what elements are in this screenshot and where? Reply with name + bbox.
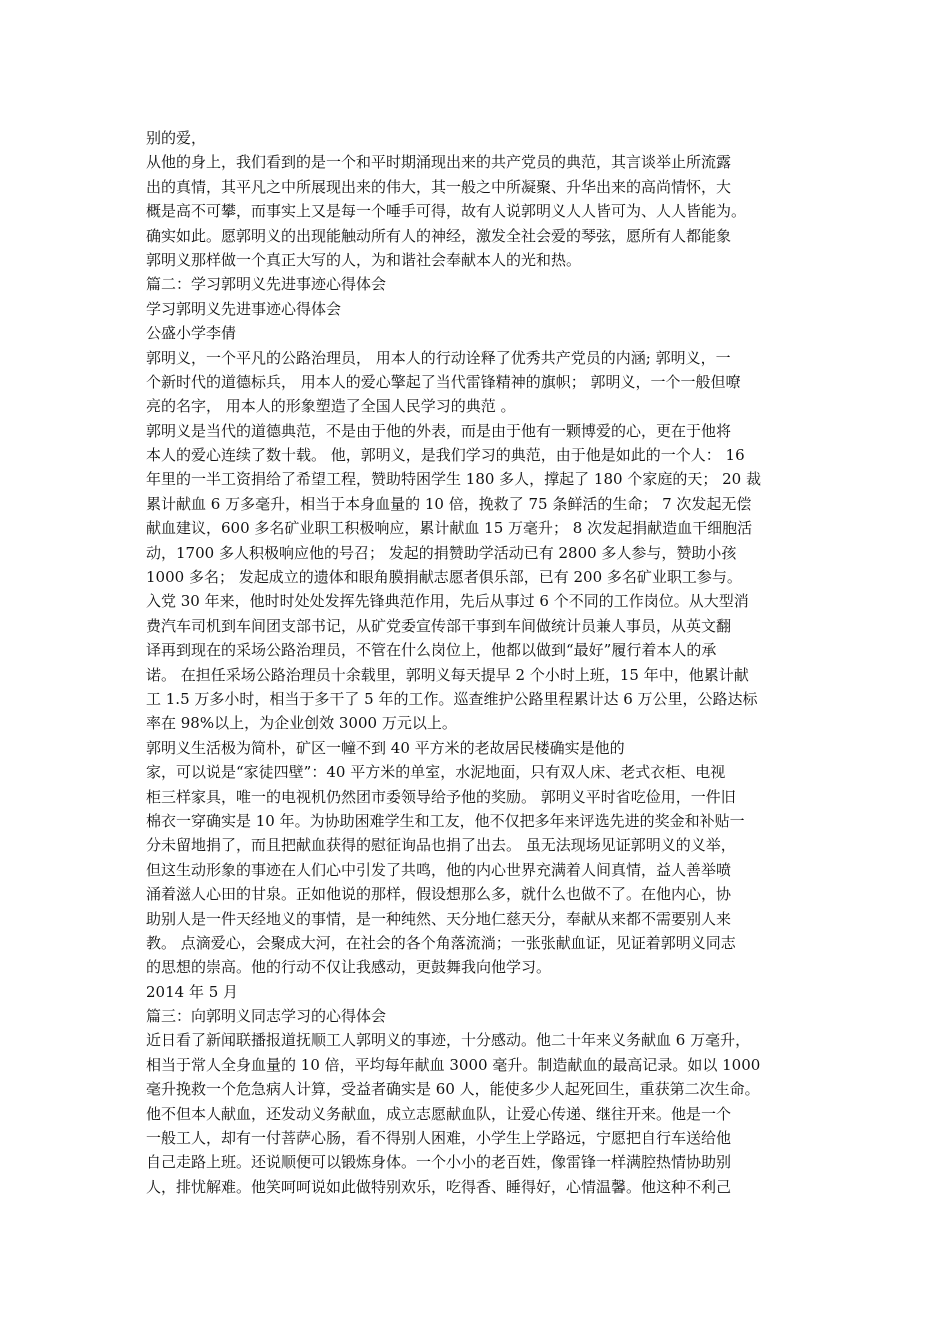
text-line: 但这生动形象的事迹在人们心中引发了共鸣，他的内心世界充满着人间真情，益人善举喷 <box>146 860 732 879</box>
text-line: 人，排忧解难。他笑呵呵说如此做特别欢乐，吃得香、睡得好，心情温馨。他这种不利己 <box>146 1177 732 1196</box>
text-line: 相当于常人全身血量的 10 倍，平均每年献血 3000 毫升。制造献血的最高记录。如以 1000 <box>146 1055 761 1074</box>
text-line: 工 1.5 万多小时，相当于多干了 5 年的工作。巡查维护公路里程累计达 6 万公里，公路达标 <box>146 689 758 708</box>
text-line: 累计献血 6 万多毫升，相当于本身血量的 10 倍，挽救了 75 条鲜活的生命； 7 次发起无偿 <box>146 494 752 513</box>
text-line: 公盛小学李倩 <box>146 324 237 343</box>
text-line: 教。 点滴爱心，会聚成大河，在社会的各个角落流淌；一张张献血证，见证着郭明义同志 <box>146 933 736 952</box>
text-line: 的思想的崇高。他的行动不仅让我感动，更鼓舞我向他学习。 <box>146 958 552 977</box>
text-line: 郭明义那样做一个真正大写的人，为和谐社会奉献本人的光和热。 <box>146 250 582 269</box>
text-line: 率在 98%以上，为企业创效 3000 万元以上。 <box>146 714 457 733</box>
text-line: 郭明义，一个平凡的公路治理员， 用本人的行动诠释了优秀共产党员的内涵; 郭明义，一 <box>146 348 731 367</box>
text-line: 棉衣一穿确实是 10 年。为协助困难学生和工友，他不仅把多年来评选先进的奖金和补贴一 <box>146 811 745 830</box>
text-line: 出的真情，其平凡之中所展现出来的伟大，其一般之中所凝聚、升华出来的高尚情怀，大 <box>146 177 732 196</box>
text-line: 概是高不可攀，而事实上又是每一个唾手可得，故有人说郭明义人人皆可为、人人皆能为。 <box>146 202 747 221</box>
text-line: 译再到现在的采场公路治理员，不管在什么岗位上，他都以做到“最好”履行着本人的承 <box>146 641 717 660</box>
text-line: 1000 多名； 发起成立的遗体和眼角膜捐献志愿者俱乐部，已有 200 多名矿业职工参与。 <box>146 568 742 587</box>
text-line: 2014 年 5 月 <box>146 982 239 1001</box>
text-line: 年里的一半工资捐给了希望工程，赞助特困学生 180 多人，撑起了 180 个家庭的天； 20 裁 <box>146 470 761 489</box>
text-line: 费汽车司机到车间团支部书记，从矿党委宣传部干事到车间做统计员兼人事员，从英文翻 <box>146 616 732 635</box>
text-line: 郭明义是当代的道德典范，不是由于他的外表，而是由于他有一颗博爱的心，更在于他将 <box>146 421 732 440</box>
text-line: 一般工人，却有一付菩萨心肠，看不得别人困难，小学生上学路远，宁愿把自行车送给他 <box>146 1129 732 1148</box>
text-line: 本人的爱心连续了数十载。 他，郭明义，是我们学习的典范，由于他是如此的一个人： 16 <box>146 446 745 465</box>
document-body <box>146 126 818 1199</box>
text-line: 从他的身上，我们看到的是一个和平时期涌现出来的共产党员的典范，其言谈举止所流露 <box>146 153 732 172</box>
text-line: 涌着滋人心田的甘泉。正如他说的那样，假设想那么多，就什么也做不了。在他内心，协 <box>146 885 732 904</box>
text-line: 确实如此。愿郭明义的出现能触动所有人的神经，激发全社会爱的琴弦，愿所有人都能象 <box>146 226 732 245</box>
text-line: 诺。 在担任采场公路治理员十余载里，郭明义每天提早 2 个小时上班，15 年中，他累计献 <box>146 665 749 684</box>
text-line: 家，可以说是“家徒四壁”：40 平方米的单室，水泥地面，只有双人床、老式衣柜、电视 <box>146 763 726 782</box>
text-line: 郭明义生活极为简朴，矿区一幢不到 40 平方米的老故居民楼确实是他的 <box>146 738 625 757</box>
text-line: 动，1700 多人积极响应他的号召； 发起的捐赞助学活动已有 2800 多人参与，赞助小孩 <box>146 543 737 562</box>
text-line: 柜三样家具，唯一的电视机仍然团市委领导给予他的奖励。 郭明义平时省吃俭用，一件旧 <box>146 787 736 806</box>
text-line: 自己走路上班。还说顺便可以锻炼身体。一个小小的老百姓，像雷锋一样满腔热情协助别 <box>146 1153 732 1172</box>
text-line: 助别人是一件天经地义的事情，是一种纯然、天分地仁慈天分，奉献从来都不需要别人来 <box>146 909 732 928</box>
text-line: 献血建议，600 多名矿业职工积极响应，累计献血 15 万毫升； 8 次发起捐献造血干细胞活 <box>146 519 753 538</box>
text-line: 入党 30 年来，他时时处处发挥先锋典范作用，先后从事过 6 个不同的工作岗位。从大型消 <box>146 592 749 611</box>
text-line: 学习郭明义先进事迹心得体会 <box>146 299 342 318</box>
text-line: 篇三：向郭明义同志学习的心得体会 <box>146 1007 387 1026</box>
text-line: 他不但本人献血，还发动义务献血，成立志愿献血队，让爱心传递、继往开来。他是一个 <box>146 1104 732 1123</box>
text-line: 分未留地捐了，而且把献血获得的慰征询品也捐了出去。 虽无法现场见证郭明义的义举， <box>146 836 736 855</box>
text-line: 近日看了新闻联播报道抚顺工人郭明义的事迹，十分感动。他二十年来义务献血 6 万毫升， <box>146 1031 751 1050</box>
text-line: 篇二：学习郭明义先进事迹心得体会 <box>146 275 387 294</box>
text-line: 个新时代的道德标兵， 用本人的爱心擎起了当代雷锋精神的旗帜； 郭明义，一个一般但嘹 <box>146 372 741 391</box>
text-line: 别的爱， <box>146 129 207 147</box>
text-line: 毫升挽救一个危急病人计算，受益者确实是 60 人，能使多少人起死回生，重获第二次生命。 <box>146 1080 760 1099</box>
text-line: 亮的名字， 用本人的形象塑造了全国人民学习的典范 。 <box>146 397 516 416</box>
